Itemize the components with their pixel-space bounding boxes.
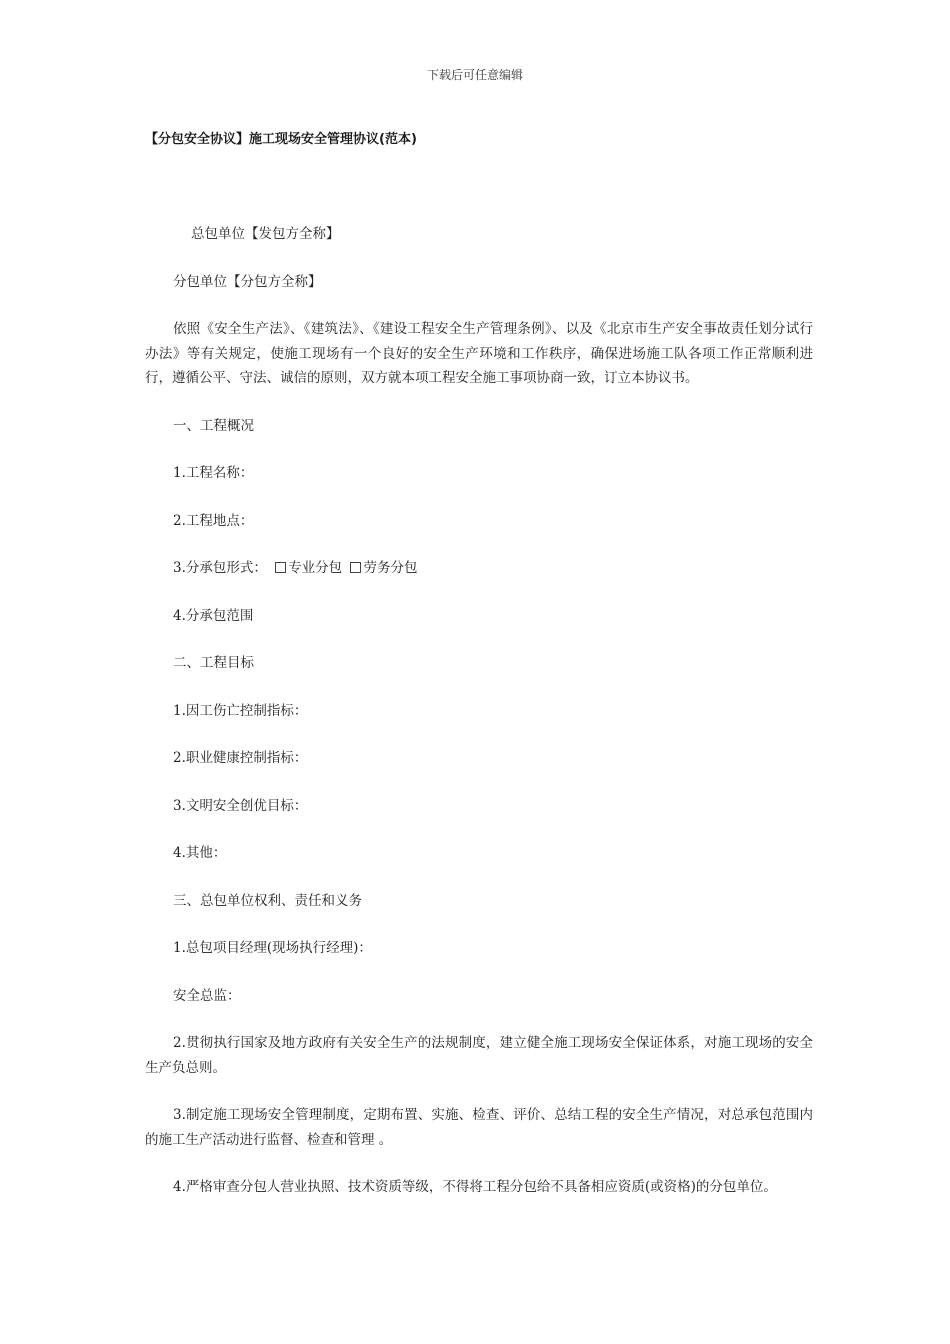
subcontract-form-item [145, 556, 813, 581]
document-body [145, 222, 813, 1200]
health-control-item: 2.职业健康控制指标： [173, 750, 308, 766]
document-title: 【分包安全协议】施工现场安全管理协议(范本) [145, 132, 417, 147]
section2-heading: 二、工程目标 [173, 655, 254, 671]
professional-subcontract-label: 专业分包 [288, 560, 343, 576]
professional-subcontract-checkbox[interactable] [275, 562, 286, 573]
subcontract-scope-item: 4.分承包范围 [173, 607, 254, 624]
management-system-item: 3.制定施工现场安全管理制度，定期布置、实施、检查、评价、总结工程的安全生产情况，对总承包范围内的施工生产活动进行监督、检查和管理 。 [145, 1107, 813, 1148]
safety-director-item: 安全总监： [173, 987, 241, 1004]
injury-control-item: 1.因工伤亡控制指标： [173, 702, 308, 719]
party-general: 总包单位【发包方全称】 [191, 226, 340, 242]
section1-heading: 一、工程概况 [173, 417, 254, 434]
civilized-safety-item: 3.文明安全创优目标： [173, 797, 308, 814]
project-manager-item: 1.总包项目经理(现场执行经理)： [173, 940, 372, 956]
subcontract-form-label: 3.分承包形式： [173, 560, 267, 576]
other-target-item: 4.其他： [173, 845, 227, 861]
labor-subcontract-checkbox[interactable] [350, 562, 361, 573]
header-note: 下载后可任意编辑 [426, 68, 523, 82]
project-location-item: 2.工程地点： [173, 512, 254, 529]
party-sub: 分包单位【分包方全称】 [173, 273, 322, 290]
intro-paragraph: 依照《安全生产法》、《建筑法》、《建设工程安全生产管理条例》、以及《北京市生产安全事故责任划分试行办法》等有关规定，使施工现场有一个良好的安全生产环境和工作秩序，确保进场施工队各项工作正常顺利进行，遵循公平、守法、诚信的原则，双方就本项工程安全施工事项协商一致，订立本协议书。 [145, 321, 813, 386]
labor-subcontract-label: 劳务分包 [363, 560, 418, 576]
qualification-review-item: 4.严格审查分包人营业执照、技术资质等级，不得将工程分包给不具备相应资质(或资格)的分包单位。 [173, 1179, 777, 1195]
section3-heading: 三、总包单位权利、责任和义务 [173, 892, 362, 909]
project-name-item: 1.工程名称： [173, 465, 254, 481]
regulation-item: 2.贯彻执行国家及地方政府有关安全生产的法规制度，建立健全施工现场安全保证体系，对施工现场的安全生产负总则。 [145, 1035, 813, 1076]
